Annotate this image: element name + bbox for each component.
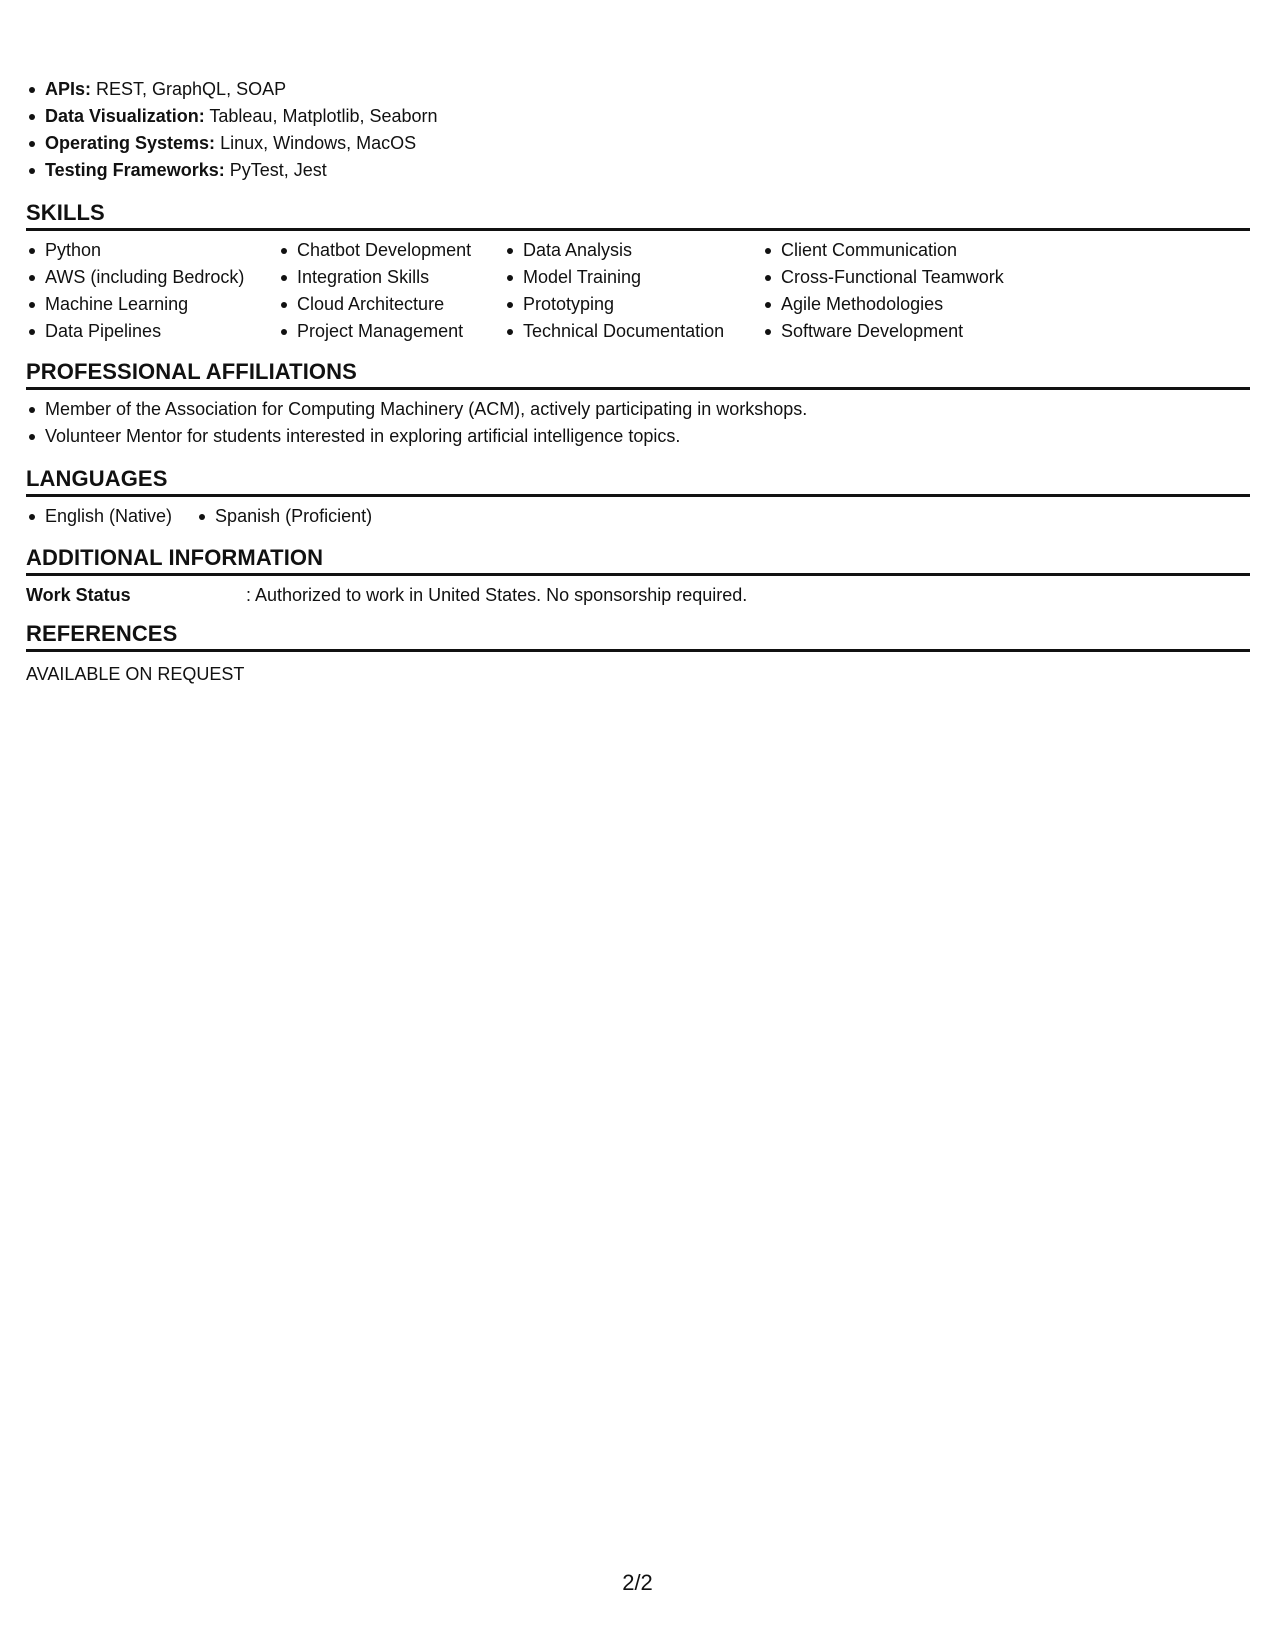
item-label: Operating Systems:: [45, 133, 216, 153]
section-title: ADDITIONAL INFORMATION: [26, 545, 1250, 576]
list-item: [26, 157, 1250, 184]
work-status-row: [26, 576, 1250, 608]
section-title: REFERENCES: [26, 621, 1250, 652]
list-item: Client Communication: [762, 237, 1062, 264]
list-item: Prototyping: [504, 291, 762, 318]
affiliations-list: [26, 390, 1250, 450]
page-number: 2/2: [622, 1570, 653, 1595]
skills-section: [26, 200, 1250, 345]
list-item: Spanish (Proficient): [196, 503, 372, 530]
skills-grid: [26, 231, 1250, 345]
skills-column: [26, 237, 278, 345]
item-value: PyTest, Jest: [224, 160, 327, 180]
skills-column: [504, 237, 762, 345]
item-value: Linux, Windows, MacOS: [215, 133, 417, 153]
list-item: [26, 103, 1250, 130]
item-value: REST, GraphQL, SOAP: [91, 79, 287, 99]
skills-column: [762, 237, 1062, 345]
additional-information-section: [26, 545, 1250, 608]
affiliations-section: [26, 359, 1250, 450]
languages-section: [26, 466, 1250, 530]
skills-column: [278, 237, 504, 345]
work-status-label: Work Status: [26, 585, 131, 605]
item-label: Data Visualization:: [45, 106, 205, 126]
section-title: LANGUAGES: [26, 466, 1250, 497]
section-title: PROFESSIONAL AFFILIATIONS: [26, 359, 1250, 390]
list-item: Cloud Architecture: [278, 291, 504, 318]
list-item: Agile Methodologies: [762, 291, 1062, 318]
item-label: APIs:: [45, 79, 92, 99]
item-label: Testing Frameworks:: [45, 160, 225, 180]
list-item: [26, 130, 1250, 157]
technical-skills-list: [26, 76, 1250, 184]
list-item: Volunteer Mentor for students interested in exploring artificial intelligence topics.: [26, 423, 1250, 450]
list-item: AWS (including Bedrock): [26, 264, 278, 291]
list-item: [26, 76, 1250, 103]
list-item: Model Training: [504, 264, 762, 291]
list-item: Cross-Functional Teamwork: [762, 264, 1062, 291]
list-item: Data Pipelines: [26, 318, 278, 345]
list-item: Technical Documentation: [504, 318, 762, 345]
list-item: Chatbot Development: [278, 237, 504, 264]
references-section: [26, 621, 1250, 686]
list-item: English (Native): [26, 503, 172, 530]
list-item: Data Analysis: [504, 237, 762, 264]
work-status-value: : Authorized to work in United States. No sponsorship required.: [246, 585, 748, 605]
list-item: Member of the Association for Computing Machinery (ACM), actively participating in workshops.: [26, 396, 1250, 423]
item-value: Tableau, Matplotlib, Seaborn: [204, 106, 438, 126]
references-text: AVAILABLE ON REQUEST: [26, 664, 245, 684]
list-item: Software Development: [762, 318, 1062, 345]
list-item: Python: [26, 237, 278, 264]
list-item: Integration Skills: [278, 264, 504, 291]
list-item: Project Management: [278, 318, 504, 345]
list-item: Machine Learning: [26, 291, 278, 318]
languages-list: [26, 497, 1250, 530]
section-title: SKILLS: [26, 200, 1250, 231]
resume-page: [26, 76, 1250, 686]
